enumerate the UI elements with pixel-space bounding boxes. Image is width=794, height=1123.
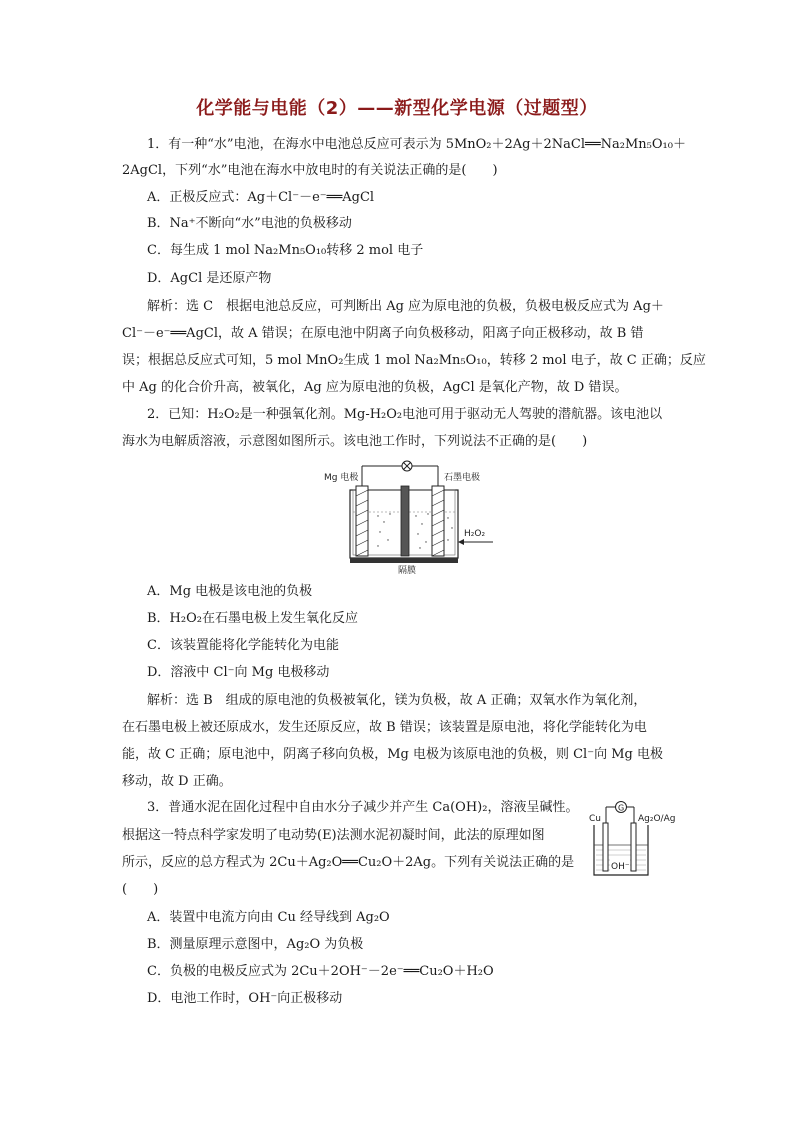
ag2o-electrode <box>631 823 636 871</box>
q1-stem-line-1: 1．有一种“水”电池，在海水中电池总反应可表示为 5MnO₂＋2Ag＋2NaCl══Na₂Mn₅O₁₀＋ <box>147 137 686 152</box>
h2o2-label: H₂O₂ <box>464 529 486 539</box>
oh-label: OH⁻ <box>611 862 630 872</box>
q1-analysis-line-3: 误；根据总反应式可知，5 mol MnO₂生成 1 mol Na₂Mn₅O₁₀，转移 2 mol 电子，故 C 正确；反应 <box>122 353 706 368</box>
cu-label: Cu <box>589 814 601 824</box>
q1-analysis-line-4: 中 Ag 的化合价升高，被氧化，Ag 应为原电池的负极，AgCl 是氧化产物，故 D 错误。 <box>122 380 628 395</box>
q2-analysis-line-4: 移动，故 D 正确。 <box>122 774 232 789</box>
mg-h2o2-cell-figure <box>318 456 496 574</box>
q2-option-d: D．溶液中 Cl⁻向 Mg 电极移动 <box>147 665 330 680</box>
q2-option-c: C．该装置能将化学能转化为电能 <box>147 638 339 653</box>
q3-option-a: A．装置中电流方向由 Cu 经导线到 Ag₂O <box>147 910 390 925</box>
q3-option-c: C．负极的电极反应式为 2Cu＋2OH⁻－2e⁻══Cu₂O＋H₂O <box>147 964 494 979</box>
q2-analysis-line-1: 解析：选 B 组成的原电池的负极被氧化，镁为负极，故 A 正确；双氧水作为氧化剂， <box>147 693 647 708</box>
mg-electrode-label: Mg 电极 <box>324 473 359 483</box>
q3-stem-line-3: 所示，反应的总方程式为 2Cu＋Ag₂O══Cu₂O＋2Ag。下列有关说法正确的是 <box>122 855 575 870</box>
q3-option-b: B．测量原理示意图中，Ag₂O 为负极 <box>147 937 364 952</box>
svg-text:G: G <box>618 803 625 813</box>
graphite-electrode <box>432 486 444 556</box>
q1-option-a: A．正极反应式：Ag＋Cl⁻－e⁻══AgCl <box>147 190 375 205</box>
q2-option-a: A．Mg 电极是该电池的负极 <box>147 584 313 599</box>
bulb-icon <box>402 461 412 471</box>
q2-analysis-line-3: 能，故 C 正确；原电池中，阴离子移向负极，Mg 电极为该原电池的负极，则 Cl⁻向 Mg 电极 <box>122 747 663 762</box>
cu-ag2o-cell-figure <box>588 795 688 881</box>
mg-electrode <box>356 486 368 556</box>
q2-analysis-line-2: 在石墨电极上被还原成水，发生还原反应，故 B 错误；该装置是原电池，将化学能转化为电 <box>122 720 647 735</box>
ag2o-ag-label: Ag₂O/Ag <box>638 814 676 824</box>
q2-stem-line-2: 海水为电解质溶液，示意图如图所示。该电池工作时，下列说法不正确的是( ) <box>122 434 588 449</box>
q1-option-c: C．每生成 1 mol Na₂Mn₅O₁₀转移 2 mol 电子 <box>147 243 424 258</box>
galvanometer-icon <box>616 802 627 813</box>
q1-analysis-line-1: 解析：选 C 根据电池总反应，可判断出 Ag 应为原电池的负极，负极电极反应式为 Ag＋ <box>147 299 664 314</box>
q2-stem-line-1: 2．已知：H₂O₂是一种强氧化剂。Mg-H₂O₂电池可用于驱动无人驾驶的潜航器。该电池以 <box>147 407 663 422</box>
page-title: 化学能与电能（2）——新型化学电源（过题型） <box>196 98 598 119</box>
q1-analysis-line-2: Cl⁻－e⁻══AgCl，故 A 错误；在原电池中阴离子向负极移动，阳离子向正极移动，故 B 错 <box>122 326 644 341</box>
q3-stem-line-2: 根据这一特点科学家发明了电动势(E)法测水泥初凝时间，此法的原理如图 <box>122 828 545 843</box>
q3-option-d: D．电池工作时，OH⁻向正极移动 <box>147 991 343 1006</box>
membrane-label: 隔膜 <box>398 566 417 574</box>
q3-stem-line-1: 3．普通水泥在固化过程中自由水分子减少并产生 Ca(OH)₂，溶液呈碱性。 <box>147 800 579 815</box>
cu-electrode <box>603 823 608 871</box>
q1-option-b: B．Na⁺不断向“水”电池的负极移动 <box>147 216 352 231</box>
q3-stem-line-4: ( ) <box>122 882 159 897</box>
q2-option-b: B．H₂O₂在石墨电极上发生氧化反应 <box>147 611 358 626</box>
membrane <box>401 486 409 556</box>
q1-option-d: D．AgCl 是还原产物 <box>147 271 272 286</box>
q1-stem-line-2: 2AgCl，下列“水”电池在海水中放电时的有关说法正确的是( ) <box>122 163 498 178</box>
graphite-electrode-label: 石墨电极 <box>444 473 481 483</box>
